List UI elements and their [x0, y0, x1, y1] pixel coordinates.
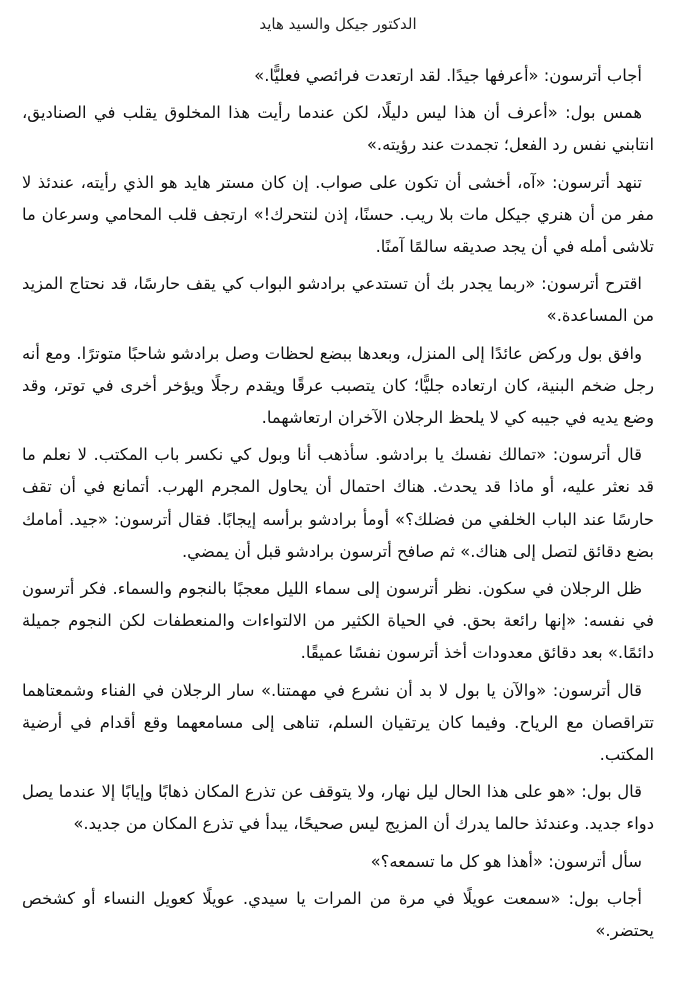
paragraph: سأل أترسون: «أهذا هو كل ما تسمعه؟» — [370, 851, 642, 871]
paragraph: أجاب بول: «سمعت عويلًا في مرة من المرات يا سيدي. عويلًا كعويل النساء أو كشخص يحتضر.» — [22, 888, 654, 941]
running-title: الدكتور جيكل والسيد هايد — [259, 15, 417, 33]
paragraph: اقترح أترسون: «ربما يجدر بك أن تستدعي برادشو البواب كي يقف حارسًا، قد نحتاج المزيد من المساعدة.» — [22, 274, 654, 326]
paragraph: تنهد أترسون: «آه، أخشى أن تكون على صواب. إن كان مستر هايد هو الذي رأيته، عندئذ لا مفر من أن هنري جيكل مات بلا ريب. حسنًا، إذن لنتحرك!» ارتجف قلب المحامي وسرعان ما تلاشى أمله في أن يجد صديقه سالمًا آمنًا. — [22, 172, 654, 257]
paragraph: أجاب أترسون: «أعرفها جيدًا. لقد ارتعدت فرائصي فعليًّا.» — [254, 66, 642, 85]
paragraph: ظل الرجلان في سكون. نظر أترسون إلى سماء الليل معجبًا بالنجوم والسماء. فكر أترسون في نفسه: «إنها رائعة بحق. في الحياة الكثير من الالتواءات والمنعطفات لكن النجوم جميلة دائمًا.» بعد دقائق معدودات أخذ أترسون نفسًا عميقًا. — [22, 579, 654, 663]
paragraph: همس بول: «أعرف أن هذا ليس دليلًا، لكن عندما رأيت هذا المخلوق يقلب في الصناديق، انتابني نفس رد الفعل؛ تجمدت عند رؤيته.» — [22, 103, 654, 155]
page-body — [22, 60, 654, 947]
paragraph: قال أترسون: «تمالك نفسك يا برادشو. سأذهب أنا وبول كي نكسر باب المكتب. لا نعلم ما قد نعثر عليه، أو ماذا قد يحدث. هناك احتمال أن يحاول المجرم الهرب. أتمانع في أن تقف حارسًا عند الباب الخلفي من فضلك؟» أومأ برادشو برأسه إيجابًا. فقال أترسون: «جيد. أمامك بضع دقائق لتصل إلى هناك.» ثم صافح أترسون برادشو قبل أن يمضي. — [22, 445, 654, 561]
paragraph: قال أترسون: «والآن يا بول لا بد أن نشرع في مهمتنا.» سار الرجلان في الفناء وشمعتاهما تتراقصان مع الرياح. وفيما كان يرتقيان السلم، تناهى إلى مسامعهما وقع أقدام في أرضية المكتب. — [22, 680, 654, 765]
paragraph: وافق بول وركض عائدًا إلى المنزل، وبعدها ببضع لحظات وصل برادشو شاحبًا متوترًا. ومع أنه رجل ضخم البنية، كان ارتعاده جليًّا؛ كان يتصبب عرقًا ويقدم رجلًا ويؤخر أخرى في توتر، وقد وضع يديه في جيبه كي لا يلحظ الرجلان الآخران ارتعاشهما. — [22, 343, 654, 428]
paragraph: قال بول: «هو على هذا الحال ليل نهار، ولا يتوقف عن تذرع المكان ذهابًا وإيابًا إلا عندما يصل دواء جديد. وعندئذ حالما يدرك أن المزيج ليس صحيحًا، يبدأ في تذرع المكان من جديد.» — [22, 782, 654, 834]
